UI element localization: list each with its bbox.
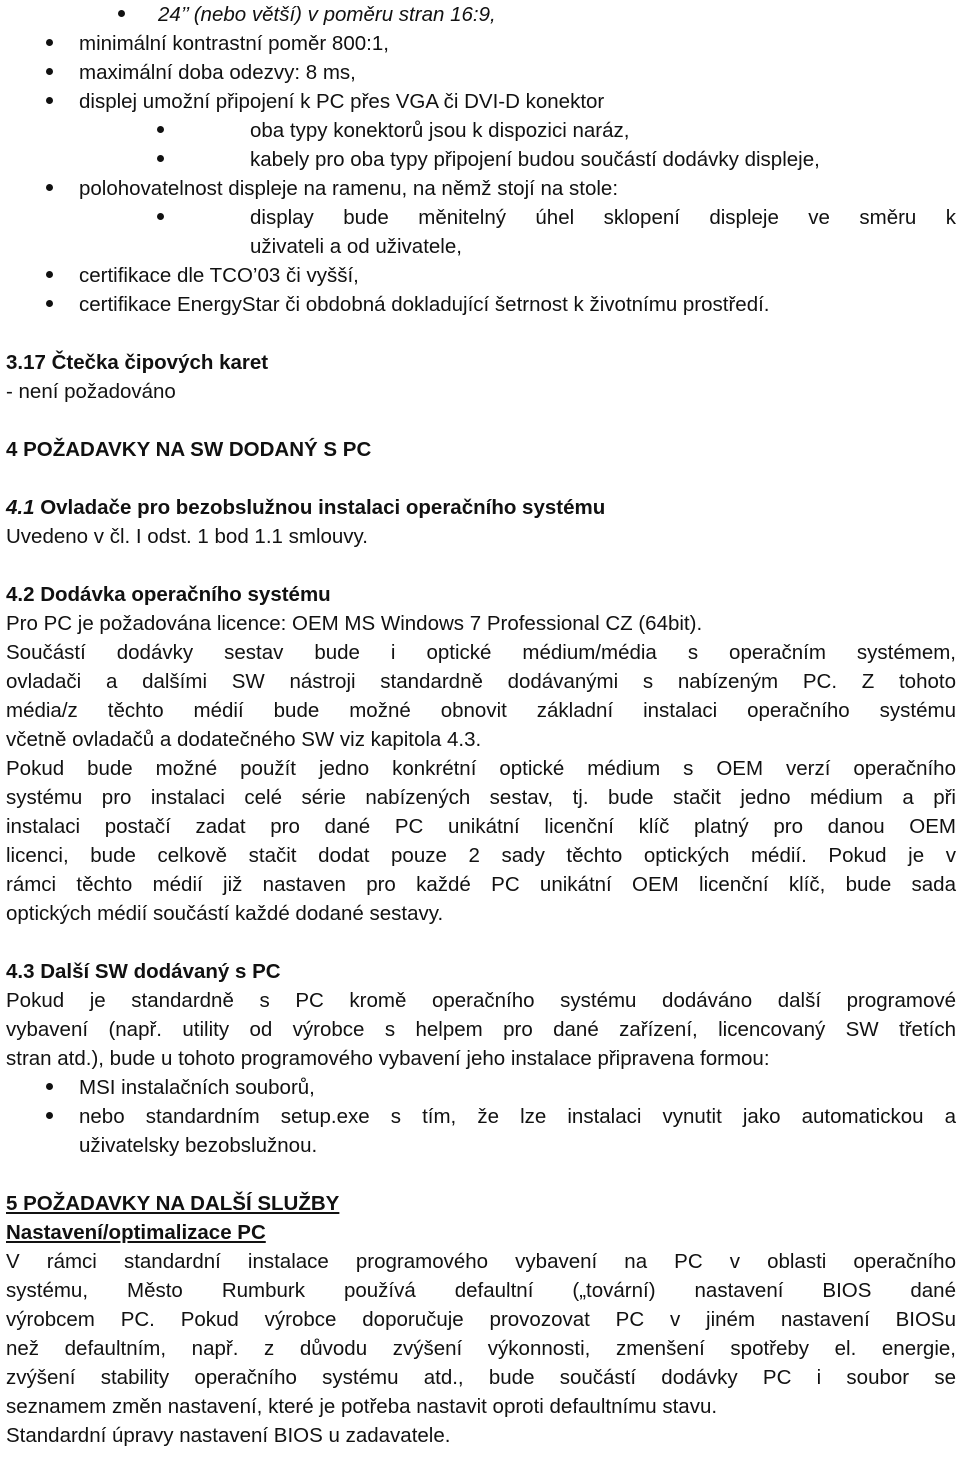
- list-item: maximální doba odezvy: 8 ms,: [79, 61, 356, 84]
- paragraph-line: zvýšení stability operačního systému atd., bude součástí dodávky PC i soubor se: [6, 1366, 956, 1389]
- paragraph-line: seznamem změn nastavení, které je potřeba nastavit oproti defaultnímu stavu.: [6, 1395, 718, 1418]
- list-item: display bude měnitelný úhel sklopení displeje ve směru k: [250, 206, 956, 229]
- bullet-icon: [46, 97, 53, 104]
- bullet-icon: [46, 39, 53, 46]
- list-item: kabely pro oba typy připojení budou součástí dodávky displeje,: [250, 148, 820, 171]
- section-number: 4.1: [6, 496, 35, 519]
- section-heading-3-17: 3.17 Čtečka čipových karet: [6, 351, 269, 374]
- paragraph-line: média/z těchto médií bude možné obnovit základní instalaci operačního systému: [6, 699, 956, 722]
- list-item-continuation: uživatelsky bezobslužnou.: [79, 1134, 318, 1157]
- list-item: nebo standardním setup.exe s tím, že lze instalaci vynutit jako automatickou a: [79, 1105, 956, 1128]
- bullet-icon: [46, 1083, 53, 1090]
- paragraph-line: instalaci postačí zadat pro dané PC unikátní licenční klíč platný pro danou OEM: [6, 815, 956, 838]
- subsection-heading: Nastavení/optimalizace PC: [6, 1221, 266, 1244]
- bullet-icon: [118, 10, 125, 17]
- bullet-icon: [157, 126, 164, 133]
- paragraph-line: než defaultním, např. z důvodu zvýšení výkonnosti, zmenšení spotřeby el. energie,: [6, 1337, 956, 1360]
- list-item: certifikace EnergyStar či obdobná dokladující šetrnost k životnímu prostředí.: [79, 293, 770, 316]
- paragraph-line: licenci, bude celkově stačit dodat pouze 2 sady těchto optických médií. Pokud je v: [6, 844, 956, 867]
- list-item: 24’’ (nebo větší) v poměru stran 16:9,: [158, 3, 496, 26]
- paragraph-line: rámci těchto médií již nastaven pro každé PC unikátní OEM licenční klíč, bude sada: [6, 873, 956, 896]
- bullet-icon: [46, 300, 53, 307]
- list-item: displej umožní připojení k PC přes VGA či DVI-D konektor: [79, 90, 605, 113]
- bullet-icon: [157, 155, 164, 162]
- list-item: minimální kontrastní poměr 800:1,: [79, 32, 389, 55]
- section-heading-4-3: 4.3 Další SW dodávaný s PC: [6, 960, 281, 983]
- paragraph-line: stran atd.), bude u tohoto programového vybavení jeho instalace připravena formou:: [6, 1047, 770, 1070]
- list-item: certifikace dle TCO’03 či vyšší,: [79, 264, 359, 287]
- paragraph-line: výrobcem PC. Pokud výrobce doporučuje provozovat PC v jiném nastavení BIOSu: [6, 1308, 956, 1331]
- paragraph-line: Standardní úpravy nastavení BIOS u zadavatele.: [6, 1424, 451, 1447]
- paragraph-line: ovladači a dalšími SW nástroji standardně dodávanými s nabízeným PC. Z tohoto: [6, 670, 956, 693]
- paragraph-line: vybavení (např. utility od výrobce s helpem pro dané zařízení, licencovaný SW třetích: [6, 1018, 956, 1041]
- bullet-icon: [46, 184, 53, 191]
- paragraph-line: Pokud je standardně s PC kromě operačního systému dodáváno další programové: [6, 989, 956, 1012]
- section-heading-5: 5 POŽADAVKY NA DALŠÍ SLUŽBY: [6, 1192, 340, 1215]
- list-item: MSI instalačních souborů,: [79, 1076, 315, 1099]
- list-item: oba typy konektorů jsou k dispozici naráz,: [250, 119, 630, 142]
- paragraph-line: systému, Město Rumburk používá defaultní („tovární) nastavení BIOS dané: [6, 1279, 956, 1302]
- paragraph-line: Pro PC je požadována licence: OEM MS Windows 7 Professional CZ (64bit).: [6, 612, 703, 635]
- section-text-4-1: Uvedeno v čl. I odst. 1 bod 1.1 smlouvy.: [6, 525, 368, 548]
- bullet-icon: [46, 271, 53, 278]
- bullet-icon: [157, 213, 164, 220]
- list-item: polohovatelnost displeje na ramenu, na němž stojí na stole:: [79, 177, 619, 200]
- list-item-continuation: uživateli a od uživatele,: [250, 235, 462, 258]
- paragraph-line: V rámci standardní instalace programového vybavení na PC v oblasti operačního: [6, 1250, 956, 1273]
- section-text-3-17: - není požadováno: [6, 380, 176, 403]
- paragraph-line: systému pro instalaci celé série nabízených sestav, tj. bude stačit jedno médium a při: [6, 786, 956, 809]
- section-heading-4-1: [6, 493, 605, 522]
- bullet-icon: [46, 1112, 53, 1119]
- section-heading-4: 4 POŽADAVKY NA SW DODANÝ S PC: [6, 438, 372, 461]
- paragraph-line: Součástí dodávky sestav bude i optické médium/média s operačním systémem,: [6, 641, 956, 664]
- paragraph-line: včetně ovladačů a dodatečného SW viz kapitola 4.3.: [6, 728, 482, 751]
- paragraph-line: Pokud bude možné použít jedno konkrétní optické médium s OEM verzí operačního: [6, 757, 956, 780]
- paragraph-line: optických médií součástí každé dodané sestavy.: [6, 902, 444, 925]
- section-title: Ovladače pro bezobslužnou instalaci operačního systému: [40, 496, 606, 519]
- section-heading-4-2: 4.2 Dodávka operačního systému: [6, 583, 331, 606]
- bullet-icon: [46, 68, 53, 75]
